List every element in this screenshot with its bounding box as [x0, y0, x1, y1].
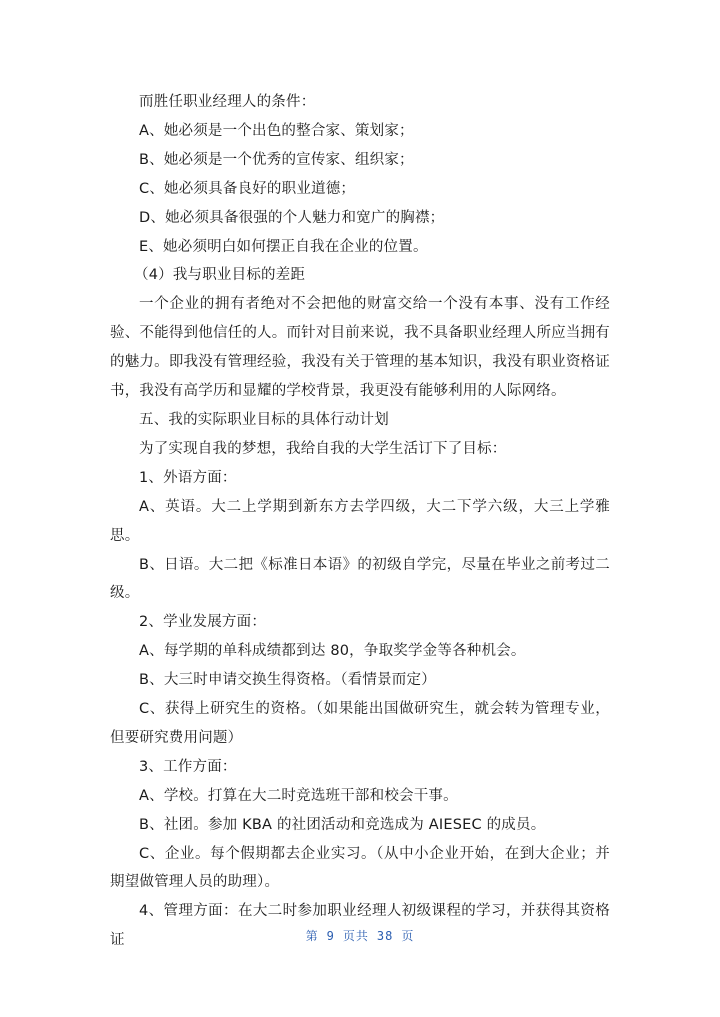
list-item: B、大三时申请交换生得资格。（看情景而定）	[139, 672, 436, 689]
list-item: A、每学期的单科成绩都到达 80，争取奖学金等各种机会。	[139, 643, 526, 660]
document-body	[110, 88, 610, 955]
subsection-heading: 2、学业发展方面：	[139, 614, 267, 631]
list-item: A、英语。大二上学期到新东方去学四级，大二下学六级，大三上学雅思。	[110, 498, 610, 544]
paragraph: 而胜任职业经理人的条件：	[139, 94, 316, 110]
section-heading: 五、我的实际职业目标的具体行动计划	[139, 411, 389, 428]
subsection-heading: 3、工作方面：	[139, 758, 237, 775]
paragraph: 一个企业的拥有者绝对不会把他的财富交给一个没有本事、没有工作经验、不能得到他信任的人。而针对目前来说，我不具备职业经理人所应当拥有的魅力。即我没有管理经验，我没有关于管理的基本知识，我没有职业资格证书，我没有高学历和显耀的学校背景，我更没有能够利用的人际网络。	[110, 296, 610, 400]
list-item: A、学校。打算在大二时竞选班干部和校会干事。	[139, 787, 458, 804]
list-item: C、获得上研究生的资格。（如果能出国做研究生，就会转为管理专业，但要研究费用问题）	[110, 701, 610, 746]
list-item: C、她必须具备良好的职业道德；	[139, 180, 356, 197]
footer-prefix: 第	[305, 929, 319, 943]
list-item: B、社团。参加 KBA 的社团活动和竞选成为 AIESEC 的成员。	[139, 816, 546, 833]
paragraph: 为了实现自我的梦想，我给自我的大学生活订下了目标：	[139, 440, 507, 457]
list-item: E、她必须明白如何摆正自我在企业的位置。	[139, 238, 428, 255]
page-number: 9	[326, 929, 335, 943]
list-item: C、企业。每个假期都去企业实习。（从中小企业开始，在到大企业；并期望做管理人员的助理）。	[110, 845, 610, 891]
page-footer	[0, 927, 720, 944]
subsection-heading: 1、外语方面：	[139, 469, 237, 486]
paragraph: 4、管理方面：在大二时参加职业经理人初级课程的学习，并获得其资格证	[110, 903, 610, 949]
total-pages: 38	[376, 929, 394, 943]
footer-suffix: 页	[401, 929, 415, 943]
footer-middle: 页共	[342, 929, 369, 943]
section-heading: （4）我与职业目标的差距	[134, 267, 306, 284]
list-item: D、她必须具备很强的个人魅力和宽广的胸襟；	[139, 209, 445, 226]
list-item: A、她必须是一个出色的整合家、策划家；	[139, 122, 414, 139]
list-item: B、日语。大二把《标准日本语》的初级自学完，尽量在毕业之前考过二级。	[110, 556, 610, 602]
list-item: B、她必须是一个优秀的宣传家、组织家；	[139, 151, 414, 168]
